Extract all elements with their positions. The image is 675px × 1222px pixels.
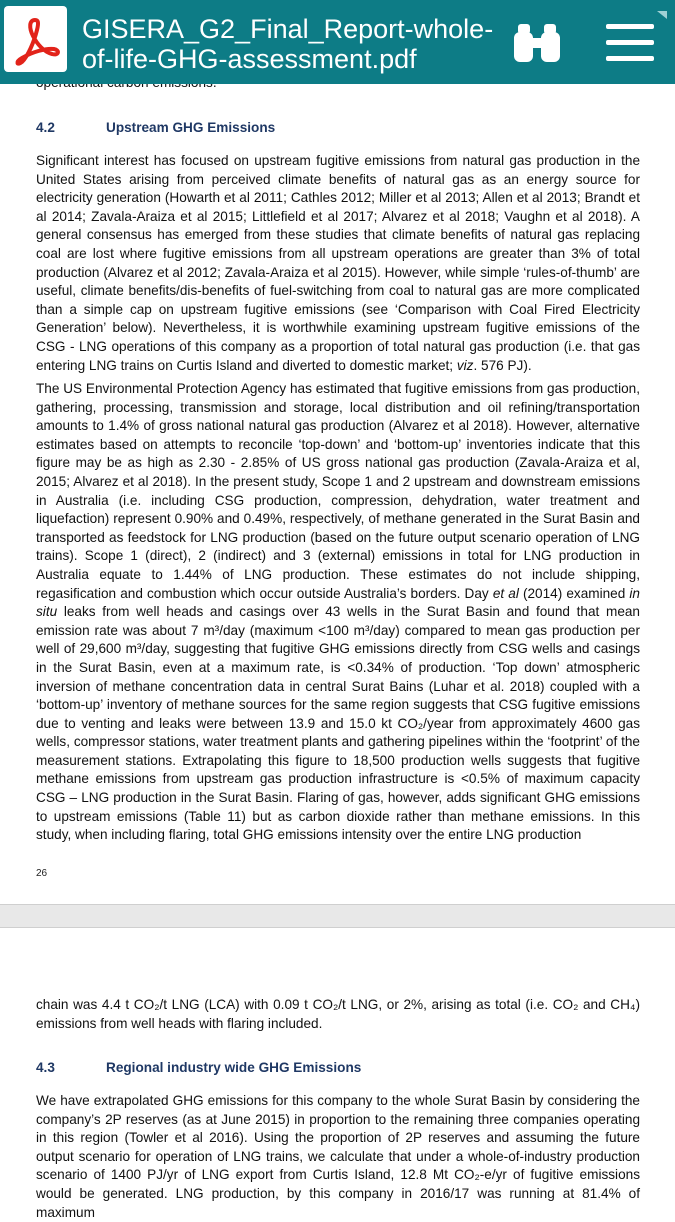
pdf-page-26	[0, 84, 675, 904]
file-name-line-2: of-life-GHG-assessment.pdf	[82, 44, 417, 74]
section-heading-4-2	[36, 120, 275, 135]
paragraph-regional-extrapolation: We have extrapolated GHG emissions for this company to the whole Surat Basin by considering the company’s 2P reserves (as at June 2015) in proportion to the remaining three companies operating in this region (Towler et al 2016). Using the proportion of 2P reserves and assuming the future output scenario for operation of LNG trains, we calculate that under a whole-of-industry production scenario of 1400 PJ/yr of LNG export from Curtis Island, 12.8 Mt CO₂-e/yr of fugitive emissions would be generated. LNG production, by this company in 2016/17 was running at 81.4% of maximum	[36, 1093, 640, 1220]
paragraph-upstream-interest	[36, 152, 640, 375]
page-separator	[0, 904, 675, 928]
menu-button[interactable]	[604, 22, 656, 64]
text-run: . 576 PJ).	[473, 357, 532, 373]
search-button[interactable]	[512, 20, 562, 66]
italic-text: et al	[492, 585, 519, 601]
text-run: Significant interest has focused on upstream fugitive emissions from natural gas production in the United States arising from perceived climate benefits of natural gas as an energy source for electricity generation (Howarth et al 2011; Cathles 2012; Miller et al 2013; Allen et al 2013; Brandt et al 2014; Zavala-Araiza et al 2015; Littlefield et al 2017; Alvarez et al 2018; Vaughn et al 2018). A general consensus has emerged from these studies that climate benefits of natural gas replacing coal are lost where fugitive emissions from all upstream operations are greater than 3% of total production (Alvarez et al 2012; Zavala-Araiza et al 2015). However, while simple ‘rules-of-thumb’ are useful, climate benefits/dis-benefits of fuel-switching from coal to natural gas are more complicated than a simple cap on upstream fugitive emissions (see ‘Comparison with Coal Fired Electricity Generation’ below). Nevertheless, it is worthwhile examining upstream fugitive emissions of the CSG - LNG operations of this company as a proportion of total natural gas production (i.e. that gas entering LNG trains on Curtis Island and diverted to domestic market;	[36, 153, 640, 373]
file-name-title	[82, 14, 494, 74]
binoculars-icon	[512, 20, 562, 66]
text-run: The US Environmental Protection Agency has estimated that fugitive emissions from gas production, gathering, processing, transmission and storage, local distribution and oil refining/transportation amounts to 1.4% of gross national natural gas production (Alvarez et al 2018). However, alternative estimates based on attempts to reconcile ‘top-down’ and ‘bottom-up’ inventories indicate that this figure may be as high as 2.30 - 2.85% of US gross national gas production (Zavala-Araiza et al, 2015; Alvarez et al 2018). In the present study, Scope 1 and 2 upstream and downstream emissions in Australia (i.e. including CSG production, compression, dehydration, water treatment and liquefaction) represent 0.90% and 0.49%, respectively, of methane generated in the Surat Basin and transported as feedstock for LNG production (based on the future output scenario operation of LNG trains). Scope 1 (direct), 2 (indirect) and 3 (external) emissions in total for LNG production in Australia equate to 1.44% of LNG production. These estimates do not include shipping, regasification and combustion which occur outside Australia’s borders. Day	[36, 381, 640, 601]
app-bar	[0, 0, 675, 84]
file-name-line-1: GISERA_G2_Final_Report-whole-	[82, 14, 494, 44]
section-number: 4.2	[36, 120, 55, 135]
text-run: (2014) examined	[518, 585, 630, 601]
pdf-icon	[4, 6, 67, 72]
section-heading-4-3	[36, 1060, 361, 1075]
text-run: leaks from well heads and casings over 43 wells in the Surat Basin and found that mean emission rate was about 7 m³/day (maximum <100 m³/day) compared to mean gas production per well of 29,600 m³/day, suggesting that fugitive GHG emissions directly from CSG wells and casings in the Surat Basin, even at a maximum rate, is <0.34% of production. ‘Top down’ atmospheric inversion of methane concentration data in central Surat Bains (Luhar et al. 2018) coupled with a ‘bottom-up’ inventory of methane sources for the same region suggests that CSG fugitive emissions due to venting and leaks were between 13.9 and 15.0 kt CO₂/year from approximately 4600 gas wells, compressor stations, water treatment plants and gathering pipelines within the ‘footprint’ of the measurement stations. Extrapolating this figure to 18,500 production wells suggests that fugitive methane emissions from upstream gas production infrastructure is <0.5% of maximum capacity CSG – LNG production in the Surat Basin. Flaring of gas, however, adds significant GHG emissions to upstream emissions (Table 11) but as carbon dioxide rather than methane emissions. In this study, when including flaring, total GHG emissions intensity over the entire LNG production	[36, 604, 640, 843]
page-edge-line	[0, 904, 675, 905]
menu-icon	[604, 22, 656, 64]
page-number: 26	[36, 868, 48, 879]
section-number: 4.3	[36, 1060, 55, 1075]
notch-corner-icon	[657, 6, 667, 14]
section-title: Upstream GHG Emissions	[106, 120, 276, 135]
section-title: Regional industry wide GHG Emissions	[106, 1060, 362, 1075]
italic-text: in situ	[36, 585, 640, 620]
italic-text: viz	[456, 357, 474, 373]
paragraph-continued: chain was 4.4 t CO₂/t LNG (LCA) with 0.09 t CO₂/t LNG, or 2%, arising as total (i.e. CO₂ and CH₄) emissions from well heads with flaring included.	[36, 997, 640, 1031]
paragraph-epa-estimates	[36, 380, 640, 845]
pdf-page-27	[0, 928, 675, 1220]
